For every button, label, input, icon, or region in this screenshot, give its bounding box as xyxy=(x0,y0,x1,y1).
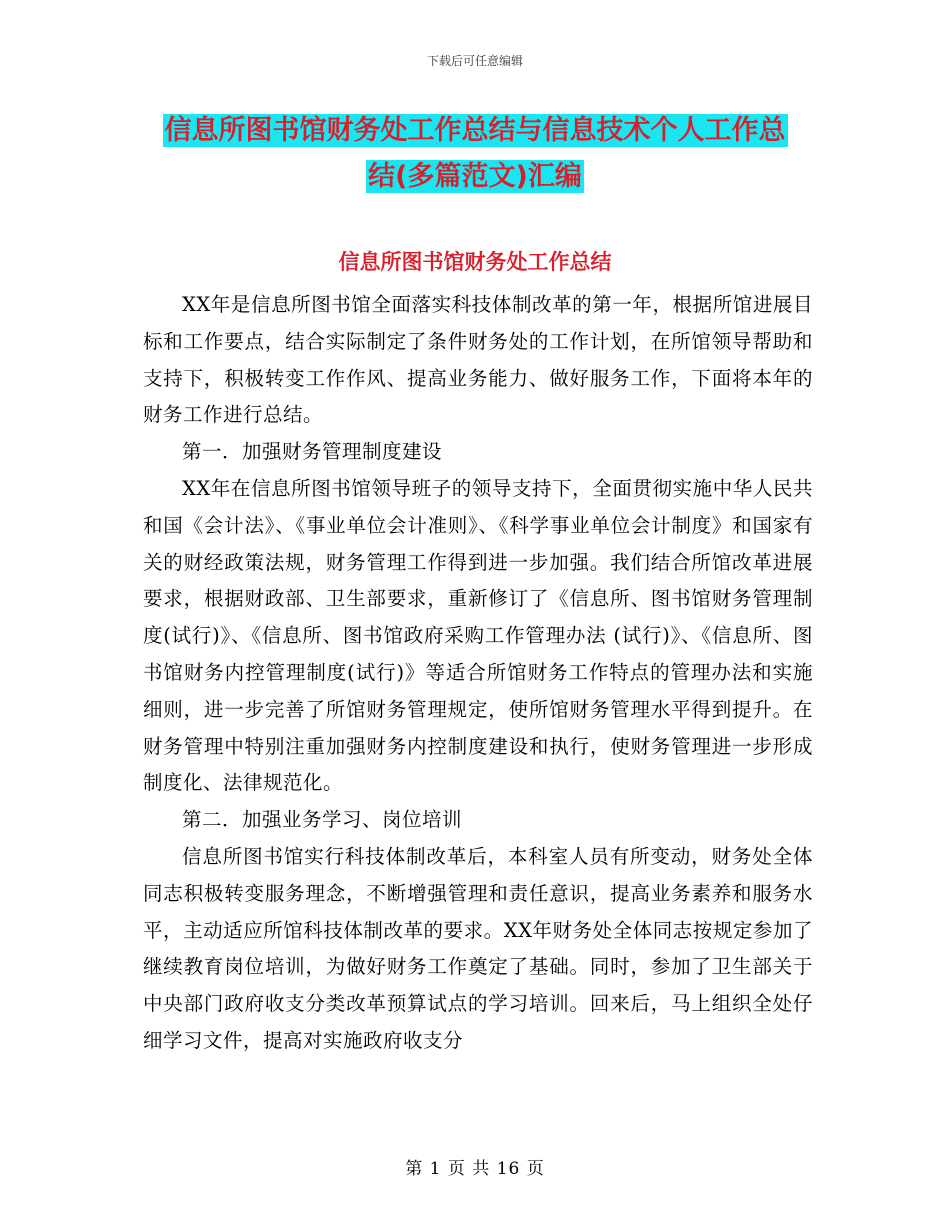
paragraph: XX年是信息所图书馆全面落实科技体制改革的第一年，根据所馆进展目标和工作要点，结合实际制定了条件财务处的工作计划，在所馆领导帮助和支持下，积极转变工作作风、提高业务能力、做好服务工作，下面将本年的财务工作进行总结。 xyxy=(143,293,813,427)
page-number: 第 1 页 共 16 页 xyxy=(405,1159,545,1179)
document-body xyxy=(143,287,813,1060)
document-title-line-1: 信息所图书馆财务处工作总结与信息技术个人工作总 xyxy=(164,115,786,146)
document-title xyxy=(0,108,950,200)
subheading: 第二．加强业务学习、岗位培训 xyxy=(182,808,463,832)
paragraph: 信息所图书馆实行科技体制改革后，本科室人员有所变动，财务处全体同志积极转变服务理念，不断增强管理和责任意识，提高业务素养和服务水平，主动适应所馆科技体制改革的要求。XX年财务处全体同志按规定参加了继续教育岗位培训，为做好财务工作奠定了基础。同时，参加了卫生部关于中央部门政府收支分类改革预算试点的学习培训。回来后，马上组织全处仔细学习文件，提高对实施政府收支分 xyxy=(143,844,813,1052)
subheading: 第一．加强财务管理制度建设 xyxy=(182,440,443,464)
document-title-line-2: 结(多篇范文)汇编 xyxy=(368,161,582,192)
page-header: 下载后可任意编辑 xyxy=(426,54,523,68)
section-title: 信息所图书馆财务处工作总结 xyxy=(338,250,612,274)
paragraph: XX年在信息所图书馆领导班子的领导支持下，全面贯彻实施中华人民共和国《会计法》、《事业单位会计准则》、《科学事业单位会计制度》和国家有关的财经政策法规，财务管理工作得到进一步加强。我们结合所馆改革进展要求，根据财政部、卫生部要求，重新修订了《信息所、图书馆财务管理制度(试行)》、《信息所、图书馆政府采购工作管理办法 (试行)》、《信息所、图书馆财务内控管理制度(试行)》等适合所馆财务工作特点的管理办法和实施细则，进一步完善了所馆财务管理规定，使所馆财务管理水平得到提升。在财务管理中特别注重加强财务内控制度建设和执行，使财务管理进一步形成制度化、法律规范化。 xyxy=(143,476,813,795)
